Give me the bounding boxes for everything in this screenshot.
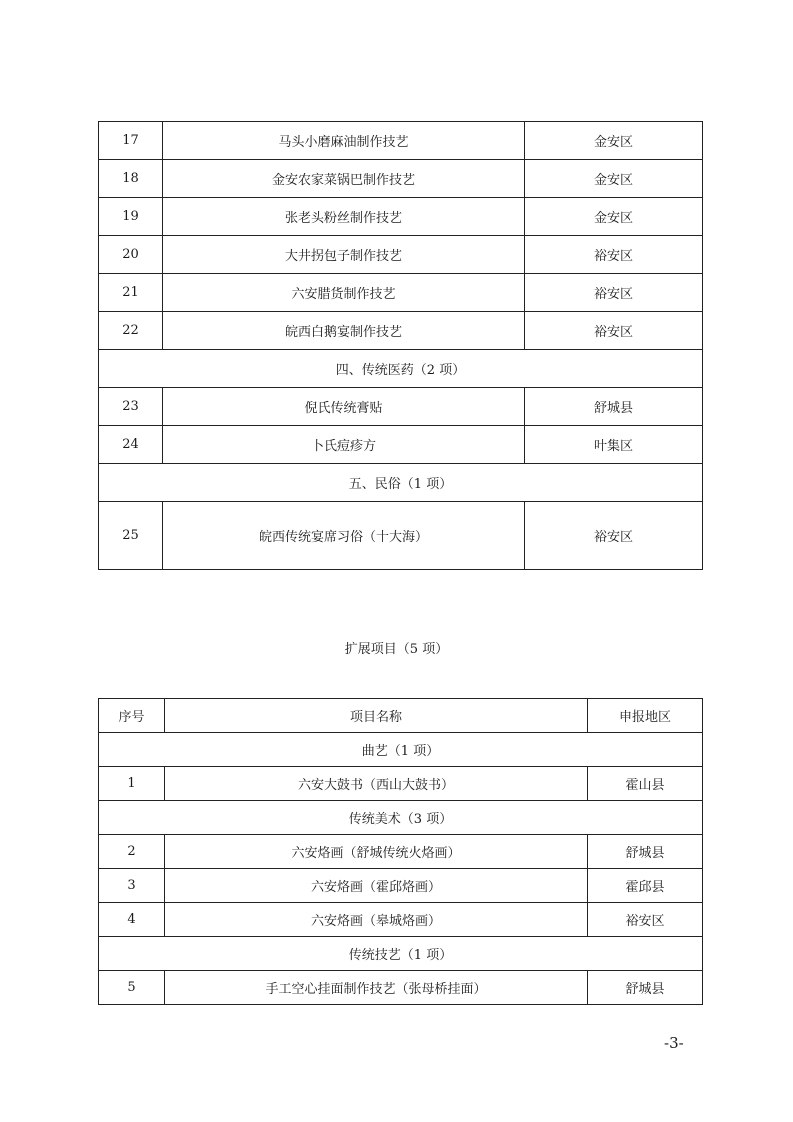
header-declaring-region: 申报地区: [588, 699, 703, 733]
table-row: [99, 869, 703, 903]
region-cell: 金安区: [525, 160, 703, 198]
project-name-cell: 六安烙画（皋城烙画）: [165, 903, 588, 937]
serial-number-cell: 4: [99, 903, 165, 937]
project-name-cell: 六安烙画（霍邱烙画）: [165, 869, 588, 903]
heritage-list-table: [98, 121, 703, 570]
region-cell: 裕安区: [588, 903, 703, 937]
project-name-cell: 六安烙画（舒城传统火烙画）: [165, 835, 588, 869]
project-name-cell: 张老头粉丝制作技艺: [163, 198, 525, 236]
header-serial-number: 序号: [99, 699, 165, 733]
expansion-projects-heading: 扩展项目（5 项）: [344, 642, 449, 657]
region-cell: 霍山县: [588, 767, 703, 801]
project-name-cell: 马头小磨麻油制作技艺: [163, 122, 525, 160]
project-name-cell: 六安大鼓书（西山大鼓书）: [165, 767, 588, 801]
project-name-cell: 皖西传统宴席习俗（十大海）: [163, 502, 525, 570]
table-row: [99, 198, 703, 236]
table-row: [99, 312, 703, 350]
table-row: [99, 236, 703, 274]
page-number: -3-: [664, 1034, 684, 1052]
table-row: [99, 835, 703, 869]
project-name-cell: 倪氏传统膏贴: [163, 388, 525, 426]
project-name-cell: 金安农家菜锅巴制作技艺: [163, 160, 525, 198]
table-header-row: [99, 699, 703, 733]
region-cell: 金安区: [525, 122, 703, 160]
project-name-cell: 六安腊货制作技艺: [163, 274, 525, 312]
section-row: [99, 801, 703, 835]
serial-number-cell: 5: [99, 971, 165, 1005]
table-row: [99, 388, 703, 426]
region-cell: 裕安区: [525, 502, 703, 570]
project-name-cell: 卜氏痘疹方: [163, 426, 525, 464]
serial-number-cell: 1: [99, 767, 165, 801]
project-name-cell: 手工空心挂面制作技艺（张母桥挂面）: [165, 971, 588, 1005]
expansion-projects-table: [98, 698, 703, 1005]
table-row: [99, 767, 703, 801]
serial-number-cell: 3: [99, 869, 165, 903]
table-row: [99, 122, 703, 160]
region-cell: 舒城县: [525, 388, 703, 426]
region-cell: 叶集区: [525, 426, 703, 464]
region-cell: 舒城县: [588, 835, 703, 869]
project-name-cell: 皖西白鹅宴制作技艺: [163, 312, 525, 350]
table-row: [99, 903, 703, 937]
table-row: [99, 971, 703, 1005]
section-title: 传统技艺（1 项）: [99, 937, 703, 971]
section-row: [99, 464, 703, 502]
section-title: 传统美术（3 项）: [99, 801, 703, 835]
serial-number-cell: 20: [99, 236, 163, 274]
section-row: [99, 937, 703, 971]
region-cell: 裕安区: [525, 312, 703, 350]
section-row: [99, 733, 703, 767]
table-row: [99, 502, 703, 570]
serial-number-cell: 17: [99, 122, 163, 160]
section-title: 五、民俗（1 项）: [99, 464, 703, 502]
region-cell: 舒城县: [588, 971, 703, 1005]
region-cell: 金安区: [525, 198, 703, 236]
serial-number-cell: 25: [99, 502, 163, 570]
serial-number-cell: 24: [99, 426, 163, 464]
section-row: [99, 350, 703, 388]
project-name-cell: 大井拐包子制作技艺: [163, 236, 525, 274]
serial-number-cell: 21: [99, 274, 163, 312]
heritage-list-body: [99, 122, 703, 570]
serial-number-cell: 18: [99, 160, 163, 198]
serial-number-cell: 22: [99, 312, 163, 350]
region-cell: 裕安区: [525, 274, 703, 312]
serial-number-cell: 2: [99, 835, 165, 869]
serial-number-cell: 23: [99, 388, 163, 426]
header-project-name: 项目名称: [165, 699, 588, 733]
table-row: [99, 426, 703, 464]
region-cell: 裕安区: [525, 236, 703, 274]
serial-number-cell: 19: [99, 198, 163, 236]
region-cell: 霍邱县: [588, 869, 703, 903]
expansion-projects-body: [99, 699, 703, 1005]
section-title: 四、传统医药（2 项）: [99, 350, 703, 388]
section-title: 曲艺（1 项）: [99, 733, 703, 767]
table-row: [99, 160, 703, 198]
table-row: [99, 274, 703, 312]
